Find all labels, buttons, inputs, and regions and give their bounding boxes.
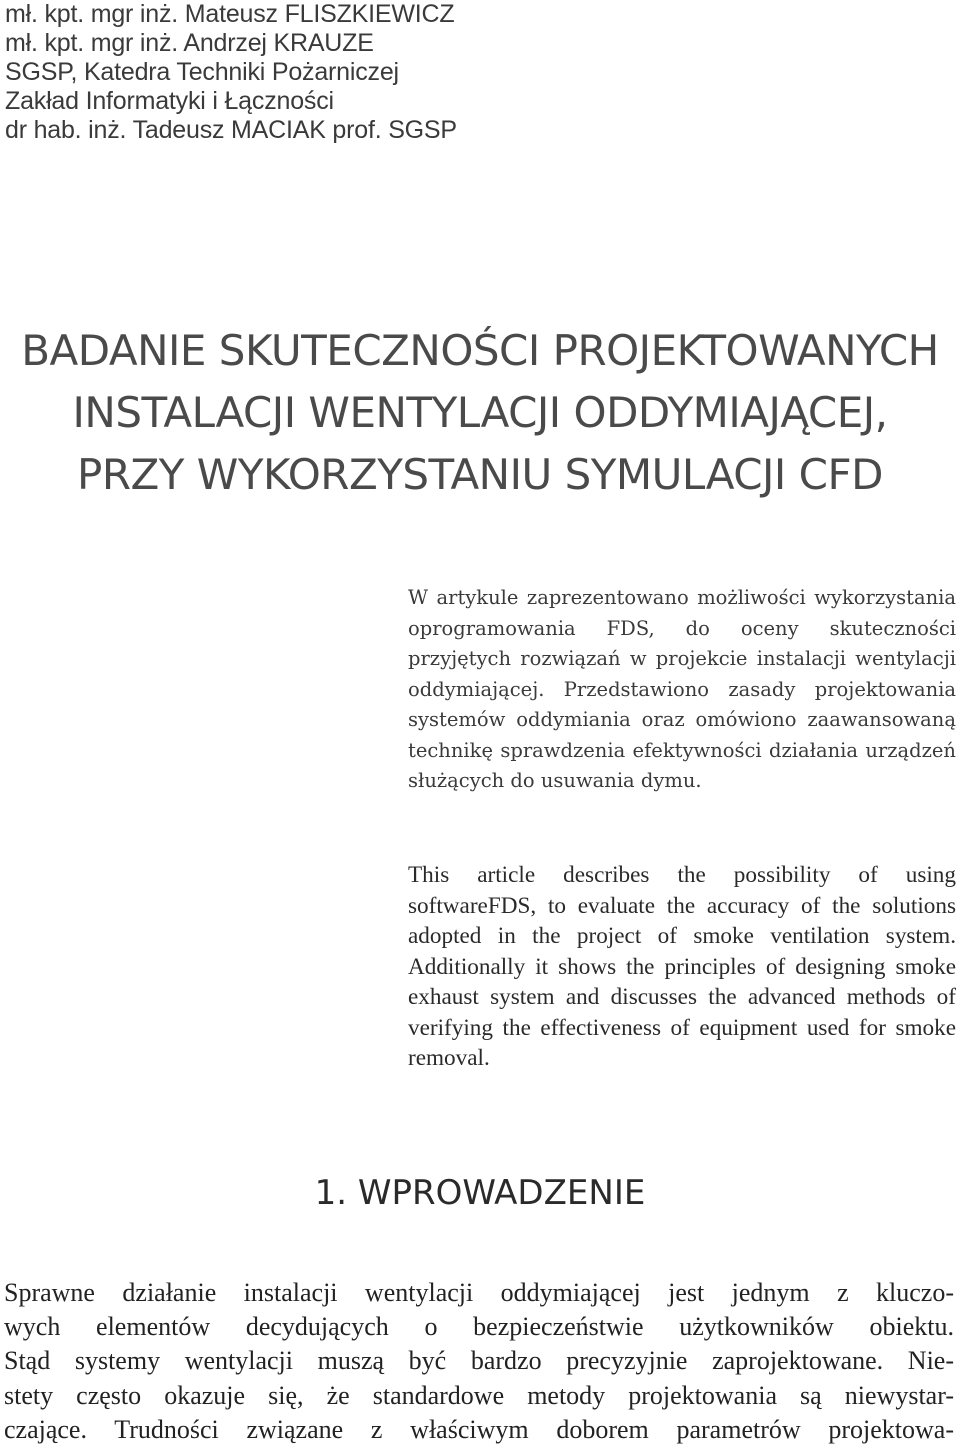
affiliation-line-2: Zakład Informatyki i Łączności xyxy=(5,87,334,115)
body-line-2: wych elementów decydujących o bezpieczeństwie użytkowników obiektu. xyxy=(4,1312,954,1342)
body-line-1: Sprawne działanie instalacji wentylacji oddymiającej jest jednym z kluczo- xyxy=(4,1278,954,1307)
body-line-5: czające. Trudności związane z właściwym doborem parametrów projektowa- xyxy=(4,1414,954,1444)
affiliation-line-1: SGSP, Katedra Techniki Pożarniczej xyxy=(5,58,399,86)
abstract-polish: W artykule zaprezentowano możliwości wykorzystania oprogramowania FDS, do oceny skuteczności przyjętych rozwiązań w projekcie instalacji wentylacji oddymiającej. Przedstawiono zasady projektowania systemów oddymiania oraz omówiono zaawansowaną technikę sprawdzenia efektywności działania urządzeń służących do usuwania dymu. xyxy=(408,586,956,792)
author-line-1: mł. kpt. mgr inż. Mateusz FLISZKIEWICZ xyxy=(5,0,455,28)
title-line-3: PRZY WYKORZYSTANIU SYMULACJI CFD xyxy=(77,450,883,499)
body-line-3: Stąd systemy wentylacji muszą być bardzo precyzyjnie zaprojektowane. Nie- xyxy=(4,1346,954,1376)
abstract-english: This article describes the possibility of using softwareFDS, to evaluate the accuracy of the solutions adopted in the project of smoke ventilation system. Additionally it shows the principles of designing smoke exhaust system and discusses the advanced methods of verifying the effectiveness of equipment used for smoke removal. xyxy=(408,862,956,1071)
author-line-2: mł. kpt. mgr inż. Andrzej KRAUZE xyxy=(5,29,374,57)
author-line-3: dr hab. inż. Tadeusz MACIAK prof. SGSP xyxy=(5,116,457,144)
body-line-4: stety często okazuje się, że standardowe metody projektowania są niewystar- xyxy=(4,1380,954,1410)
section-heading: 1. WPROWADZENIE xyxy=(314,1173,646,1213)
title-line-1: BADANIE SKUTECZNOŚCI PROJEKTOWANYCH xyxy=(21,326,939,375)
title-line-2: INSTALACJI WENTYLACJI ODDYMIAJĄCEJ, xyxy=(72,388,888,437)
paper-title xyxy=(0,320,960,506)
body-paragraph xyxy=(4,1276,954,1447)
author-block xyxy=(5,0,457,145)
